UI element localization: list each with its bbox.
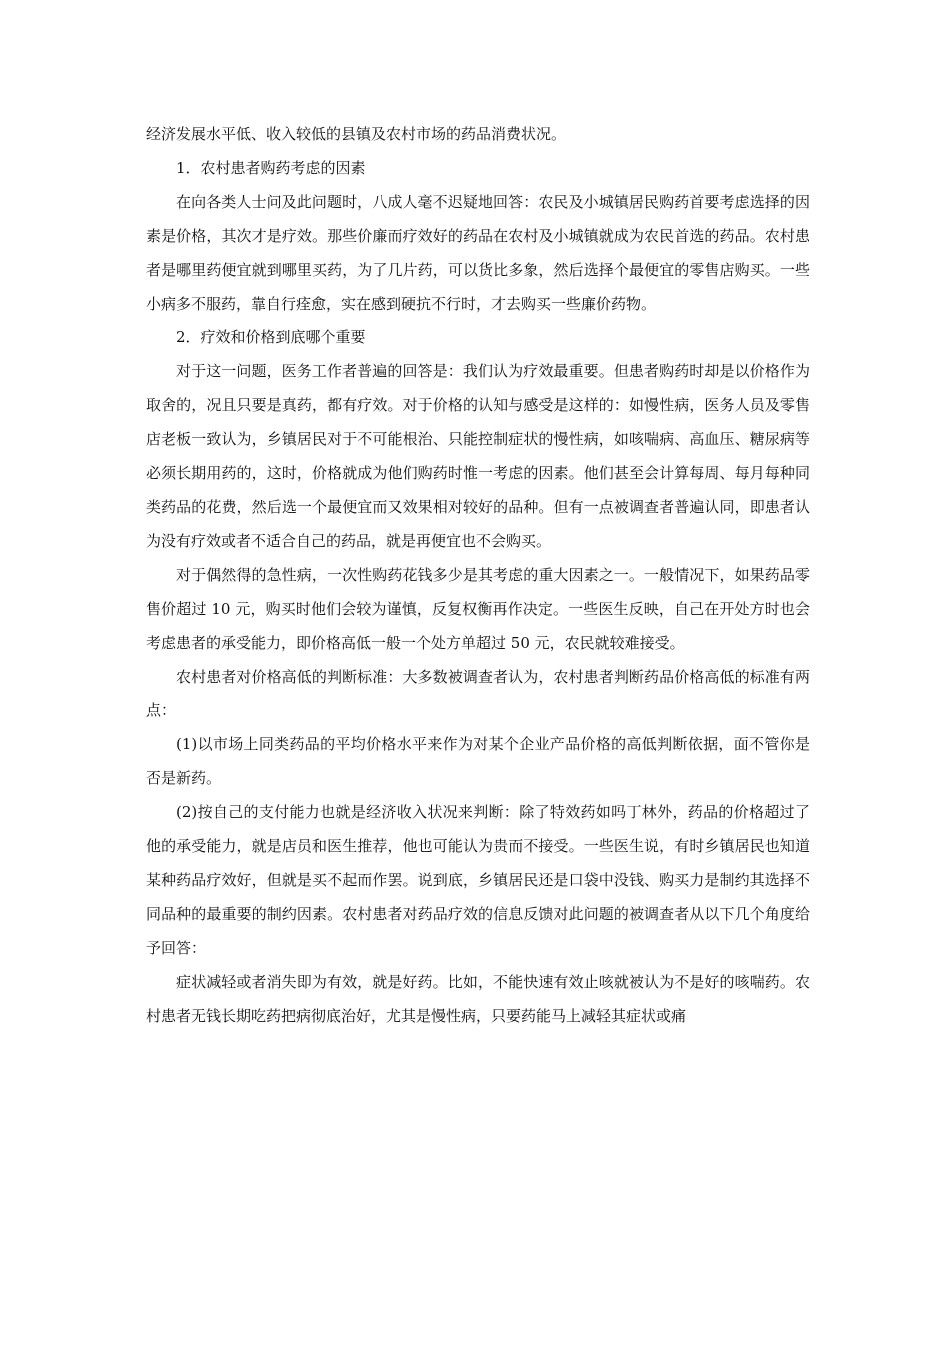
paragraph-2: 在向各类人士问及此问题时，八成人毫不迟疑地回答：农民及小城镇居民购药首要考虑选择的因素是价格，其次才是疗效。那些价廉而疗效好的药品在农村及小城镇就成为农民首选的药品。农村患者是哪里药便宜就到哪里买药，为了几片药，可以货比多象，然后选择个最便宜的零售店购买。一些小病多不服药，靠自行痊愈，实在感到硬抗不行时，才去购买一些廉价药物。: [146, 192, 810, 313]
section-heading-1: 1．农村患者购药考虑的因素: [176, 158, 366, 177]
list-item-2: (2)按自己的支付能力也就是经济收入状况来判断：除了特效药如吗丁林外，药品的价格超过了他的承受能力，就是店员和医生推荐，他也可能认为贵而不接受。一些医生说，有时乡镇居民也知道某种药品疗效好，但就是买不起而作罢。说到底，乡镇居民还是口袋中没钱、购买力是制约其选择不同品种的最重要的制约因素。农村患者对药品疗效的信息反馈对此问题的被调查者从以下几个角度给予回答：: [146, 803, 810, 957]
paragraph-5: 农村患者对价格高低的判断标准：大多数被调查者认为，农村患者判断药品价格高低的标准有两点：: [146, 667, 810, 720]
document-page: [146, 118, 810, 1033]
paragraph-4: 对于偶然得的急性病，一次性购药花钱多少是其考虑的重大因素之一。一般情况下，如果药品零售价超过 10 元，购买时他们会较为谨慎，反复权衡再作决定。一些医生反映，自己在开处方时也会考虑患者的承受能力，即价格高低一般一个处方单超过 50 元，农民就较难接受。: [146, 565, 810, 652]
paragraph-6: 症状减轻或者消失即为有效，就是好药。比如，不能快速有效止咳就被认为不是好的咳喘药。农村患者无钱长期吃药把病彻底治好，尤其是慢性病，只要药能马上减轻其症状或痛: [146, 972, 810, 1025]
section-heading-2: 2．疗效和价格到底哪个重要: [176, 328, 366, 347]
list-item-1: (1)以市场上同类药品的平均价格水平来作为对某个企业产品价格的高低判断依据，面不管你是否是新药。: [146, 735, 810, 788]
paragraph-3: 对于这一问题，医务工作者普遍的回答是：我们认为疗效最重要。但患者购药时却是以价格作为取舍的，况且只要是真药，都有疗效。对于价格的认知与感受是这样的：如慢性病，医务人员及零售店老板一致认为，乡镇居民对于不可能根治、只能控制症状的慢性病，如咳喘病、高血压、糖尿病等必须长期用药的，这时，价格就成为他们购药时惟一考虑的因素。他们甚至会计算每周、每月每种同类药品的花费，然后选一个最便宜而又效果相对较好的品种。但有一点被调查者普遍认同，即患者认为没有疗效或者不适合自己的药品，就是再便宜也不会购买。: [146, 362, 810, 550]
paragraph-1: 经济发展水平低、收入较低的县镇及农村市场的药品消费状况。: [146, 125, 567, 143]
